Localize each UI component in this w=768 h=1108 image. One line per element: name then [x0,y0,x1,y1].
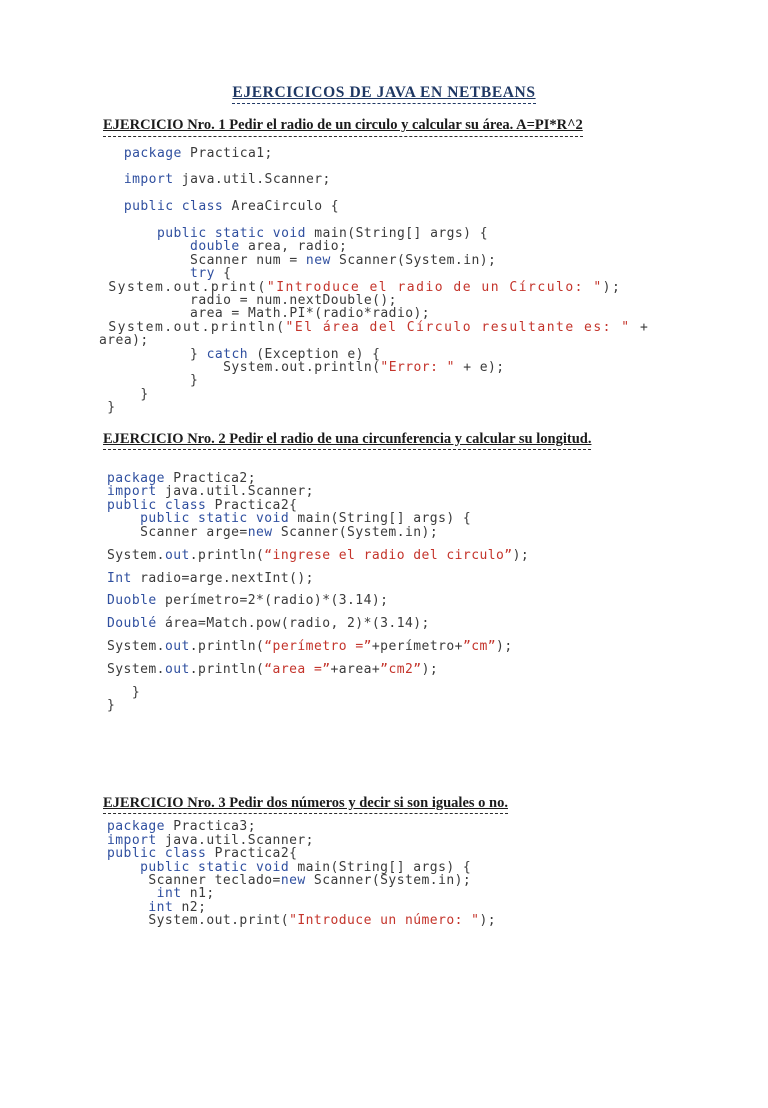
code-line [99,401,768,414]
code-text: ); [602,279,622,295]
code-text: System.out.print( [99,279,267,295]
code-text: Practica1; [181,145,273,161]
code-text: System.out.print( [107,913,290,929]
code-line [107,861,768,874]
code-text: System. [107,547,165,563]
code-keyword: out [164,639,190,655]
code-text: main(String[] args) { [289,859,472,875]
code-text: area); [99,333,149,349]
code-text: + [630,319,650,335]
code-line [107,472,768,485]
code-text: ); [496,639,513,655]
code-text: (Exception e) { [248,346,381,362]
code-text: } [99,386,149,402]
code-text: System.out.println( [99,319,286,335]
code-text: } [99,373,199,389]
code-line [99,294,768,307]
code-text: main(String[] args) { [289,511,472,527]
code-string: "El área del Círculo resultante es: " [285,319,631,335]
code-text [99,199,124,214]
code-text: + e); [454,359,505,375]
code-block [99,147,768,415]
code-line [107,834,768,847]
code-text: .println( [189,639,265,655]
code-text: Practica2{ [206,846,298,862]
code-keyword: public class [123,199,224,215]
code-text: +perímetro+ [371,639,463,655]
code-text: Practica3; [164,819,256,835]
code-keyword: new [280,872,306,888]
code-text: Practica2; [164,471,256,487]
code-text: Scanner(System.in); [272,524,439,540]
code-string: "Introduce el radio de un Círculo: " [266,279,603,295]
code-text: area, radio; [239,239,348,255]
code-line [107,663,768,676]
code-line [107,699,768,712]
code-keyword: package [123,145,182,161]
code-block [107,820,768,927]
code-line [107,874,768,887]
document-page [0,84,768,1108]
code-line [99,281,768,294]
code-line [99,321,768,334]
code-line [107,901,768,914]
code-keyword: catch [206,346,248,362]
code-blank-line [99,187,768,200]
document-title: EJERCICICOS DE JAVA EN NETBEANS [232,84,535,104]
code-keyword: out [164,662,190,678]
code-string: “area =” [264,662,331,678]
code-string: "Error: " [380,359,455,375]
code-keyword: Int [107,570,132,586]
code-line [99,173,768,186]
code-keyword: import [107,484,157,500]
code-text: .println( [189,547,265,563]
code-keyword: double [190,239,240,255]
code-keyword: package [107,471,165,487]
code-text: n1; [181,886,215,902]
code-text: java.util.Scanner; [173,172,331,188]
code-keyword: public class [107,846,207,862]
code-text: System. [107,639,165,655]
code-text: Scanner teclado= [107,872,281,888]
code-line [99,200,768,213]
code-keyword: Doublé [107,616,157,632]
code-text: ); [421,662,439,678]
code-line [99,227,768,240]
code-text [99,146,124,161]
code-text: } [99,400,116,416]
code-text: +area+ [330,662,381,678]
code-keyword: public static void [140,859,290,875]
code-line [99,361,768,374]
sections [0,117,768,928]
code-text: radio = num.nextDouble(); [99,292,397,308]
code-keyword: import [107,832,157,848]
code-blank-line [99,214,768,227]
code-line [99,374,768,387]
code-text: main(String[] args) { [305,225,489,241]
code-keyword: import [123,172,174,188]
code-text: } [99,346,207,362]
code-text: perímetro=2*(radio)*(3.14); [156,593,389,609]
exercise-heading: EJERCICIO Nro. 3 Pedir dos números y decir si son iguales o no. [103,795,508,815]
code-text: Scanner num = [99,252,306,268]
code-line [107,526,768,539]
code-line [107,914,768,927]
code-keyword: package [107,819,165,835]
code-keyword: new [305,252,331,268]
code-keyword: new [247,524,273,540]
code-line [99,348,768,361]
code-keyword: int [156,886,182,902]
code-line [107,640,768,653]
code-string: ”cm2” [380,662,422,678]
code-string: “ingrese el radio del circulo” [264,547,513,563]
exercise-heading: EJERCICIO Nro. 1 Pedir el radio de un circulo y calcular su área. A=PI*R^2 [103,117,583,137]
code-line [99,254,768,267]
code-text: ); [479,913,497,929]
code-line [99,334,768,347]
exercise-section [0,431,768,713]
code-text: Scanner(System.in); [330,252,497,268]
code-text: Scanner arge= [107,524,248,540]
code-line [99,388,768,401]
code-keyword: try [190,266,215,282]
code-text: java.util.Scanner; [156,832,314,848]
code-line [99,147,768,160]
code-text: n2; [173,899,207,915]
code-line [107,499,768,512]
code-line [107,887,768,900]
code-line [107,549,768,562]
code-string: “perímetro =” [264,639,372,655]
code-block [107,472,768,713]
code-blank-line [99,160,768,173]
code-line [107,572,768,585]
code-line [99,267,768,280]
code-text: ); [512,547,530,563]
code-line [107,847,768,860]
code-line [107,820,768,833]
code-keyword: out [164,547,190,563]
code-text: radio=arge.nextInt(); [131,570,314,586]
code-line [107,617,768,630]
code-string: "Introduce un número: " [289,913,480,929]
code-keyword: public static void [156,225,306,241]
code-line [107,686,768,699]
exercise-heading: EJERCICIO Nro. 2 Pedir el radio de una circunferencia y calcular su longitud. [103,431,591,451]
code-text: Scanner(System.in); [305,872,472,888]
code-text: .println( [189,662,265,678]
exercise-section [0,117,768,415]
code-line [99,307,768,320]
code-string: ”cm” [462,639,497,655]
exercise-section [0,795,768,928]
code-line [99,240,768,253]
code-text: } [107,698,116,714]
code-text: area = Math.PI*(radio*radio); [99,306,431,322]
code-text: System. [107,662,165,678]
code-keyword: Duoble [107,593,157,609]
code-line [107,485,768,498]
code-keyword: public static void [140,511,290,527]
code-keyword: public class [107,497,207,513]
code-text: Practica2{ [206,497,298,513]
code-line [107,594,768,607]
code-text: System.out.println( [99,359,381,375]
code-line [107,512,768,525]
code-keyword: int [148,899,174,915]
code-text: { [214,266,232,282]
code-text: AreaCirculo { [223,199,340,215]
code-text [99,172,124,187]
code-text: java.util.Scanner; [156,484,314,500]
code-text: } [107,685,141,701]
code-text: área=Match.pow(radio, 2)*(3.14); [156,616,430,632]
